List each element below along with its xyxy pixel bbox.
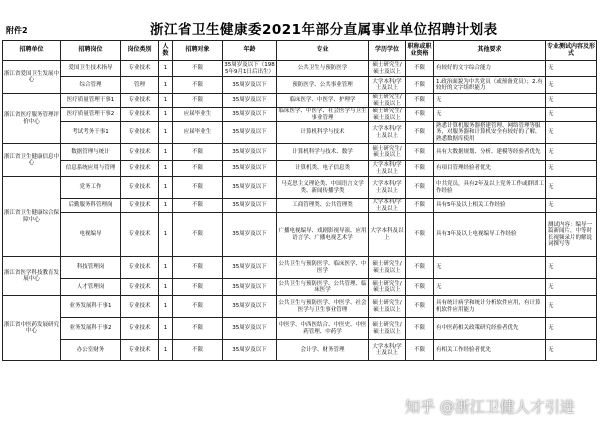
table-row (3, 61, 597, 77)
cell-req: 熟悉计算机服务器搭建管理、网络管理等服务，对服务器和计算机安全有较好的了解，熟悉数据库使用 (434, 122, 546, 144)
table-row (3, 161, 597, 177)
cell-pos: 考试考务干事1 (61, 122, 121, 144)
cell-cat: 专业技术 (121, 318, 159, 340)
cell-target: 应届毕业生 (173, 108, 223, 122)
cell-major: 公共卫生与预防医学、公共管理、临床医学 (277, 279, 369, 296)
cell-req: 1.政治面貌为中共党员（或预备党员）；2.有较好的文字组织能力 (434, 77, 546, 94)
table-row (3, 144, 597, 161)
cell-req: 有项目管理经验者优先 (434, 161, 546, 177)
cell-age: 35周岁及以下 (223, 318, 277, 340)
cell-target: 应届毕业生 (173, 122, 223, 144)
cell-cat: 专业技术 (121, 279, 159, 296)
header-cell: 其他要求 (434, 41, 546, 61)
cell-req: 具有大数据规划、分析、建模等经验者优先 (434, 144, 546, 161)
cell-req: 无 (434, 108, 546, 122)
header-cell: 招聘单位 (3, 41, 61, 61)
cell-target: 不限 (173, 161, 223, 177)
cell-req: 无 (434, 94, 546, 108)
cell-title: 不限 (406, 61, 434, 77)
cell-req: 有相关工作经验者优先 (434, 340, 546, 361)
watermark: 知乎 @浙江卫健人才引进 (405, 398, 575, 416)
cell-major: 临床医学、中医学、社会医学与卫生事业管理 (278, 108, 367, 121)
cell-age: 35周岁及以下 (223, 122, 277, 144)
cell-req: 具有5年及以上相关工作经验 (434, 199, 546, 213)
cell-target: 不限 (173, 61, 223, 77)
cell-cat: 专业技术 (121, 296, 159, 318)
cell-test: 测试内容：编导一篇新闻片，中等时长视频录片的解说词撰写等 (546, 213, 597, 257)
cell-pos: 业务发展科干事2 (61, 318, 121, 340)
cell-age: 35周岁及以下 (223, 296, 277, 318)
cell-num: 1 (159, 199, 173, 213)
cell-age: 35周岁及以下 (223, 144, 277, 161)
cell-num: 1 (159, 94, 173, 108)
cell-cat: 专业技术 (121, 144, 159, 161)
cell-pos: 电视编导 (61, 213, 121, 257)
cell-target: 不限 (173, 279, 223, 296)
cell-req: 有较好的文字综合能力 (434, 61, 546, 77)
cell-req: 无 (434, 279, 546, 296)
cell-edu: 大学本科/学士及以上 (369, 177, 406, 199)
cell-target: 不限 (173, 296, 223, 318)
cell-target: 不限 (173, 318, 223, 340)
cell-pos: 医疗质量管理干事1 (61, 94, 121, 108)
cell-pos: 数据管理与统计 (61, 144, 121, 161)
cell-test: 无 (546, 61, 597, 77)
cell-test: 无 (546, 318, 597, 340)
attachment-label: 附件2 (6, 26, 28, 35)
cell-title: 不限 (406, 122, 434, 144)
cell-edu: 硕士研究生/硕士及以上 (369, 296, 406, 318)
cell-target: 不限 (173, 199, 223, 213)
cell-age: 35周岁及以下 (223, 279, 277, 296)
cell-edu: 大学本科/学士及以上 (369, 199, 406, 213)
cell-unit: 浙江省医学科技教育发展中心 (3, 257, 61, 296)
cell-edu: 硕士研究生/硕士及以上 (369, 61, 406, 77)
table-row (3, 122, 597, 144)
cell-req: 具有3年及以上电视编导工作经验 (434, 213, 546, 257)
cell-age: 35周岁及以下 (223, 257, 277, 279)
cell-title: 不限 (406, 94, 434, 108)
cell-test: 无 (546, 94, 597, 108)
cell-major: 计算机类、电子信息类 (277, 161, 369, 177)
header-cell: 专业 (277, 41, 369, 61)
header-cell: 职称或职业资格 (406, 41, 434, 61)
table-row (3, 213, 597, 257)
cell-pos: 爱国卫生技术指导 (61, 61, 121, 77)
cell-edu: 硕士研究生/硕士及以上 (369, 279, 406, 296)
header-cell: 招聘岗位 (61, 41, 121, 61)
cell-age: 35周岁及以下 (223, 94, 277, 108)
cell-num: 1 (159, 296, 173, 318)
cell-num: 1 (159, 257, 173, 279)
cell-cat: 专业技术 (121, 213, 159, 257)
cell-num: 1 (159, 318, 173, 340)
cell-unit: 浙江省爱国卫生发展中心 (3, 61, 61, 94)
cell-num: 1 (159, 177, 173, 199)
cell-major: 计算机科学与技术 (277, 122, 369, 144)
cell-cat: 专业技术 (121, 61, 159, 77)
table-row (3, 177, 597, 199)
cell-major: 马克思主义理论类、中国语言文学类、新闻传播学类 (277, 177, 369, 199)
cell-pos: 人才管理岗 (61, 279, 121, 296)
header-cell: 学历学位 (369, 41, 406, 61)
cell-age: 35周岁及以下（1985年9月1日后出生） (224, 62, 275, 75)
cell-major: 中医学、中西医结合、中医史、中医药管理、中药学 (277, 318, 369, 340)
table-row (3, 108, 597, 122)
cell-title: 不限 (406, 77, 434, 94)
cell-pos: 信息系统应用与管理 (61, 161, 121, 177)
cell-title: 不限 (406, 213, 434, 257)
cell-test: 无 (546, 340, 597, 361)
cell-num: 1 (159, 61, 173, 77)
header-cell: 年龄 (223, 41, 277, 61)
cell-cat: 专业技术 (121, 199, 159, 213)
cell-edu: 大学本科/学士及以上 (369, 77, 406, 94)
cell-pos: 党务工作 (61, 177, 121, 199)
header-cell: 招聘对象 (173, 41, 223, 61)
cell-num: 1 (159, 340, 173, 361)
cell-target: 不限 (173, 77, 223, 94)
cell-major: 临床医学、中医学、护理学 (277, 94, 369, 108)
cell-num: 1 (159, 279, 173, 296)
cell-cat: 专业技术 (121, 122, 159, 144)
recruitment-table (2, 40, 597, 361)
cell-unit: 浙江省医疗服务管理评价中心 (3, 94, 61, 144)
table-row (3, 257, 597, 279)
cell-major: 预防医学、公共事业管理 (277, 77, 369, 94)
cell-title: 不限 (406, 318, 434, 340)
cell-req: 有中医药相关政策研究经验者优先 (434, 318, 546, 340)
cell-edu: 硕士研究生/硕士及以上 (369, 144, 406, 161)
cell-num: 1 (159, 144, 173, 161)
cell-major: 公共卫生与预防医学 (277, 61, 369, 77)
cell-title: 不限 (406, 279, 434, 296)
cell-test: 无 (546, 257, 597, 279)
cell-target: 不限 (173, 177, 223, 199)
cell-edu: 硕士研究生/硕士及以上 (369, 318, 406, 340)
table-row (3, 279, 597, 296)
cell-num: 1 (159, 213, 173, 257)
cell-edu: 大学本科及以上 (369, 213, 406, 257)
cell-req: 无 (434, 257, 546, 279)
cell-unit: 浙江省中医药发展研究中心 (3, 296, 61, 361)
cell-pos: 科技管理岗 (61, 257, 121, 279)
cell-cat: 专业技术 (121, 177, 159, 199)
cell-title: 不限 (406, 199, 434, 213)
cell-req: 中共党员，具有2年及以上党务工作或群团工作经验 (434, 177, 546, 199)
cell-major: 公共卫生与预防医学、中医学、社会医学与卫生事业管理 (277, 296, 369, 318)
table-row (3, 199, 597, 213)
cell-title: 不限 (406, 108, 434, 122)
cell-test: 无 (546, 177, 597, 199)
cell-edu: 硕士研究生/硕士及以上 (369, 257, 406, 279)
page-title: 浙江省卫生健康委2021年部分直属事业单位招聘计划表 (150, 22, 498, 38)
cell-test: 无 (546, 108, 597, 122)
cell-cat: 专业技术 (121, 257, 159, 279)
cell-age: 35周岁及以下 (223, 213, 277, 257)
cell-test: 无 (546, 296, 597, 318)
cell-edu: 大学本科/学士及以上 (369, 340, 406, 361)
cell-cat: 专业技术 (121, 340, 159, 361)
cell-pos: 医疗质量管理干事2 (61, 108, 121, 122)
cell-test: 无 (546, 199, 597, 213)
header-cell: 人数 (159, 41, 173, 61)
cell-target: 不限 (173, 340, 223, 361)
cell-age: 35周岁及以下 (223, 161, 277, 177)
cell-title: 不限 (406, 161, 434, 177)
cell-test: 无 (546, 161, 597, 177)
cell-num: 1 (159, 108, 173, 122)
cell-cat: 专业技术 (121, 94, 159, 108)
cell-major: 会计学、财务管理 (277, 340, 369, 361)
cell-edu: 大学本科/学士及以上 (369, 161, 406, 177)
header-cell: 专业测试内容及形式 (546, 41, 597, 61)
table-body (3, 61, 597, 361)
cell-num: 1 (159, 161, 173, 177)
cell-cat: 专业技术 (121, 161, 159, 177)
cell-cat: 管理 (121, 77, 159, 94)
cell-unit: 浙江省卫生健康综合保障中心 (3, 177, 61, 257)
cell-age: 35周岁及以下 (223, 199, 277, 213)
cell-edu: 大学本科/学士及以上 (369, 122, 406, 144)
cell-num: 1 (159, 77, 173, 94)
cell-test: 无 (546, 279, 597, 296)
cell-major: 工商管理类、公共管理类 (277, 199, 369, 213)
cell-pos: 后勤服务科管理岗 (61, 199, 121, 213)
cell-title: 不限 (406, 144, 434, 161)
cell-major: 广播电视编导、戏剧影视导演、应用语言学、广播电视艺术学 (277, 213, 369, 257)
cell-title: 不限 (406, 340, 434, 361)
cell-title: 不限 (406, 177, 434, 199)
cell-target: 不限 (173, 144, 223, 161)
cell-edu: 硕士研究生/硕士及以上 (369, 108, 406, 122)
cell-age: 35周岁及以下 (223, 77, 277, 94)
cell-title: 不限 (406, 257, 434, 279)
cell-age: 35周岁及以下 (223, 177, 277, 199)
cell-unit: 浙江省卫生健康信息中心 (3, 144, 61, 177)
table-row (3, 296, 597, 318)
cell-pos: 办公室财务 (61, 340, 121, 361)
cell-pos: 业务发展科干事1 (61, 296, 121, 318)
cell-num: 1 (159, 122, 173, 144)
table-row (3, 318, 597, 340)
cell-age: 35周岁及以下 (223, 108, 277, 122)
cell-test: 无 (546, 122, 597, 144)
cell-cat: 专业技术 (121, 108, 159, 122)
table-row (3, 94, 597, 108)
cell-edu: 硕士研究生/硕士及以上 (369, 94, 406, 108)
cell-major: 公共卫生与预防医学、临床医学、中医学 (277, 257, 369, 279)
cell-title: 不限 (406, 296, 434, 318)
cell-target: 不限 (173, 257, 223, 279)
table-row (3, 77, 597, 94)
cell-test: 无 (546, 144, 597, 161)
cell-pos: 综合管理 (61, 77, 121, 94)
cell-age: 35周岁及以下 (223, 340, 277, 361)
cell-req: 具有统计病学和统计分析软件应用，有计算机软件应用能力 (434, 296, 546, 318)
table-row (3, 340, 597, 361)
cell-target: 不限 (173, 94, 223, 108)
cell-test: 无 (546, 77, 597, 94)
cell-target: 不限 (173, 213, 223, 257)
cell-major: 计算机科学与技术、数学 (277, 144, 369, 161)
header-cell: 岗位类别 (121, 41, 159, 61)
header-row (3, 41, 597, 61)
